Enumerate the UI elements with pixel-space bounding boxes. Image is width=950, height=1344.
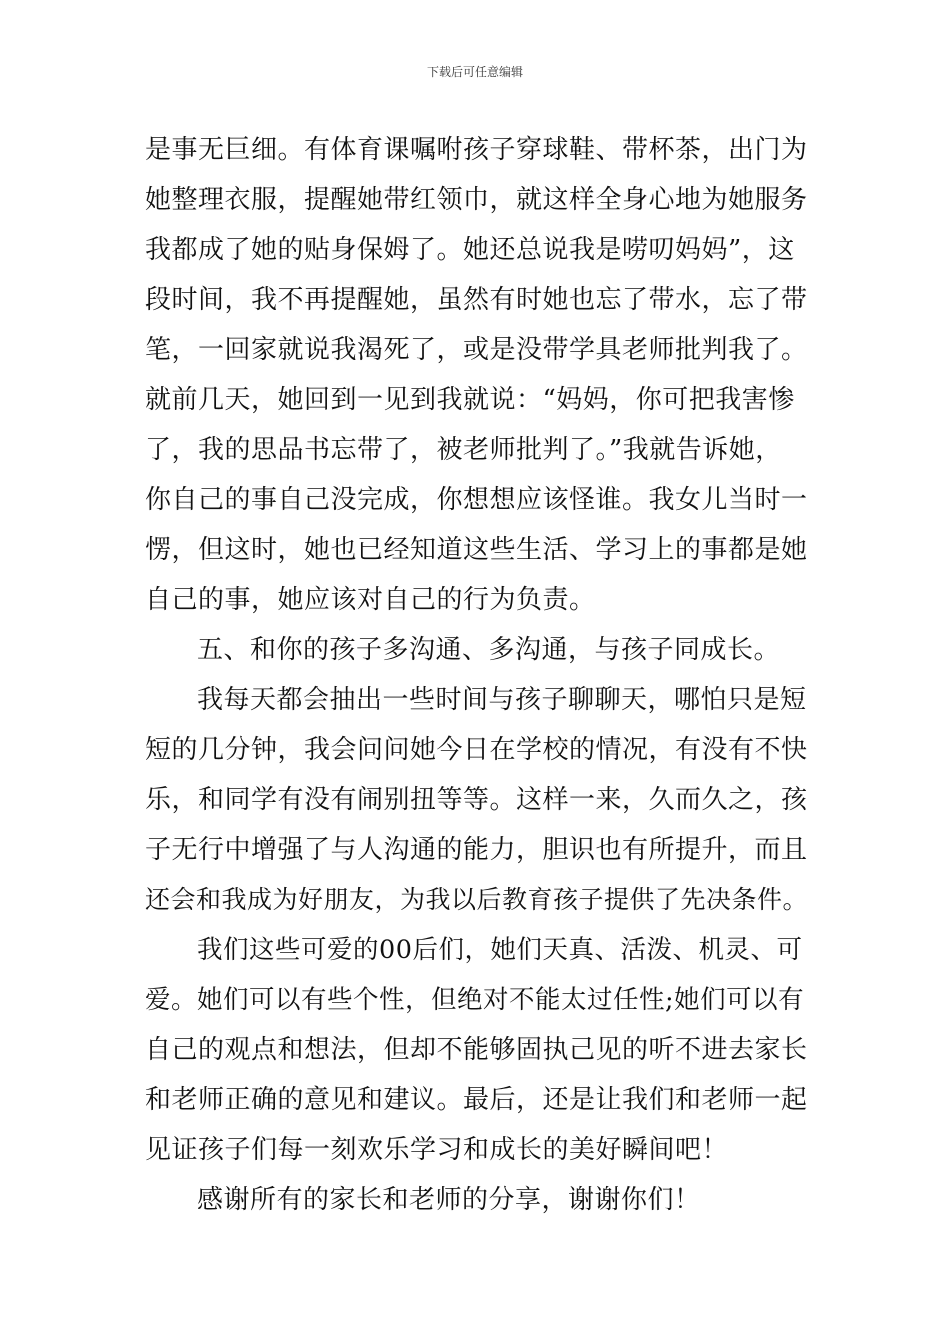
section-heading-text: 五、和你的孩子多沟通、多沟通，与孩子同成长。 — [197, 635, 781, 665]
text-line: 感谢所有的家长和老师的分享，谢谢你们！ — [197, 1185, 701, 1215]
text-line: 自己的观点和想法，但却不能够固执己见的听不进去家长 — [145, 1035, 808, 1065]
text-line: 笔，一回家就说我渴死了，或是没带学具老师批判我了。 — [145, 335, 808, 365]
paragraph-3 — [145, 675, 810, 925]
text-line: 子无行中增强了与人沟通的能力，胆识也有所提升，而且 — [145, 835, 808, 865]
text-line: 我都成了她的贴身保姆了。她还总说我是唠叨妈妈”，这 — [145, 235, 795, 265]
section-heading — [145, 625, 810, 675]
text-line: 愣，但这时，她也已经知道这些生活、学习上的事都是她 — [145, 535, 808, 565]
text-line: 她整理衣服，提醒她带红领巾，就这样全身心地为她服务 — [145, 185, 808, 215]
text-line: 自己的事，她应该对自己的行为负责。 — [145, 585, 596, 615]
text-line: 段时间，我不再提醒她，虽然有时她也忘了带水，忘了带 — [145, 285, 808, 315]
text-line: 和老师正确的意见和建议。最后，还是让我们和老师一起 — [145, 1085, 808, 1115]
text-line: 是事无巨细。有体育课嘱咐孩子穿球鞋、带杯茶，出门为 — [145, 135, 808, 165]
text-line: 短的几分钟，我会问问她今日在学校的情况，有没有不快 — [145, 735, 808, 765]
closing-paragraph — [145, 1175, 810, 1225]
document-body — [145, 125, 810, 1225]
text-line: 了，我的思品书忘带了，被老师批判了。”我就告诉她， — [145, 435, 782, 465]
text-line: 我们这些可爱的00后们，她们天真、活泼、机灵、可 — [197, 935, 803, 965]
paragraph-1 — [145, 125, 810, 625]
text-line: 你自己的事自己没完成，你想想应该怪谁。我女儿当时一 — [145, 485, 808, 515]
text-line: 见证孩子们每一刻欢乐学习和成长的美好瞬间吧！ — [145, 1135, 729, 1165]
text-line: 爱。她们可以有些个性，但绝对不能太过任性;她们可以有 — [145, 985, 805, 1015]
text-line: 乐，和同学有没有闹别扭等等。这样一来，久而久之，孩 — [145, 785, 808, 815]
text-line: 还会和我成为好朋友，为我以后教育孩子提供了先决条件。 — [145, 885, 809, 914]
text-line: 就前几天，她回到一见到我就说：“妈妈，你可把我害惨 — [145, 385, 795, 415]
page-header: 下载后可任意编辑 — [426, 65, 523, 79]
text-line: 我每天都会抽出一些时间与孩子聊聊天，哪怕只是短 — [197, 685, 807, 715]
paragraph-4 — [145, 925, 810, 1175]
